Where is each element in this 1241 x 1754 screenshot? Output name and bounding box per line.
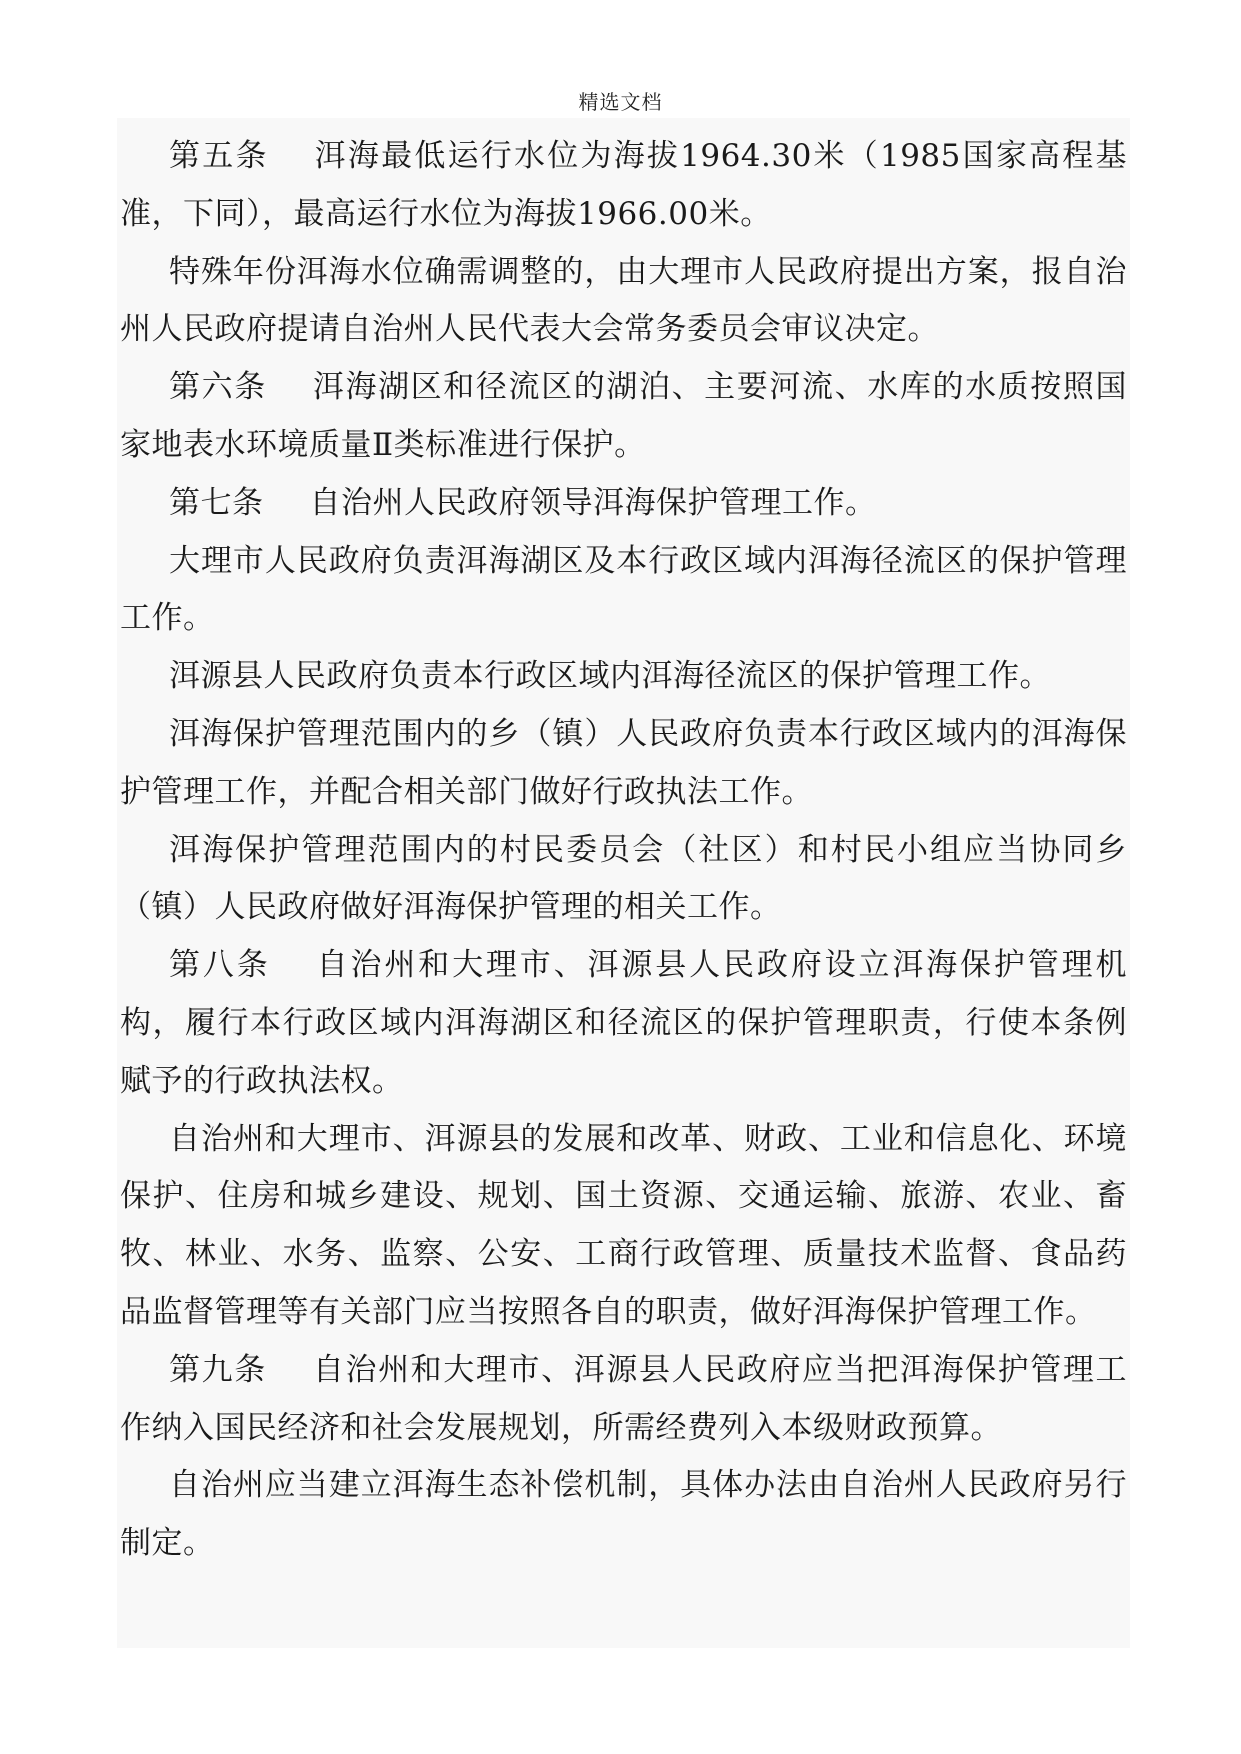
paragraph-text: 洱海最低运行水位为海拔1964.30米（1985国家高程基准，下同），最高运行水位为海拔1966.00米。 bbox=[120, 138, 1127, 232]
paragraph-text: 特殊年份洱海水位确需调整的，由大理市人民政府提出方案，报自治州人民政府提请自治州人民代表大会常务委员会审议决定。 bbox=[120, 253, 1127, 348]
paragraph-article-5 bbox=[120, 128, 1127, 244]
paragraph-text: 自治州人民政府领导洱海保护管理工作。 bbox=[309, 484, 877, 521]
paragraph bbox=[120, 1111, 1127, 1342]
article-number: 第七条 bbox=[169, 484, 264, 521]
paragraph-article-9 bbox=[120, 1342, 1127, 1458]
paragraph-text: 洱海保护管理范围内的村民委员会（社区）和村民小组应当协同乡（镇）人民政府做好洱海保护管理的相关工作。 bbox=[120, 831, 1127, 926]
paragraph bbox=[120, 706, 1127, 822]
paragraph bbox=[120, 244, 1127, 360]
paragraph-text: 自治州和大理市、洱源县的发展和改革、财政、工业和信息化、环境保护、住房和城乡建设、规划、国土资源、交通运输、旅游、农业、畜牧、林业、水务、监察、公安、工商行政管理、质量技术监督、食品药品监督管理等有关部门应当按照各自的职责，做好洱海保护管理工作。 bbox=[120, 1120, 1127, 1330]
page-header: 精选文档 bbox=[578, 90, 663, 114]
paragraph-text: 洱海保护管理范围内的乡（镇）人民政府负责本行政区域内的洱海保护管理工作，并配合相关部门做好行政执法工作。 bbox=[120, 715, 1127, 810]
paragraph bbox=[120, 648, 1127, 706]
paragraph-text: 自治州应当建立洱海生态补偿机制，具体办法由自治州人民政府另行制定。 bbox=[120, 1467, 1127, 1562]
paragraph-text: 洱源县人民政府负责本行政区域内洱海径流区的保护管理工作。 bbox=[169, 658, 1051, 695]
article-number: 第六条 bbox=[169, 369, 267, 406]
paragraph-text: 自治州和大理市、洱源县人民政府设立洱海保护管理机构，履行本行政区域内洱海湖区和径流区的保护管理职责，行使本条例赋予的行政执法权。 bbox=[120, 947, 1128, 1099]
paragraph bbox=[120, 1457, 1127, 1573]
paragraph-article-8 bbox=[120, 937, 1127, 1110]
article-number: 第八条 bbox=[169, 947, 271, 984]
paragraph bbox=[120, 822, 1127, 938]
article-number: 第五条 bbox=[169, 138, 269, 174]
document-body bbox=[117, 118, 1130, 1648]
paragraph-text: 洱海湖区和径流区的湖泊、主要河流、水库的水质按照国家地表水环境质量Ⅱ类标准进行保护。 bbox=[120, 369, 1128, 463]
paragraph bbox=[120, 533, 1127, 649]
paragraph-article-6 bbox=[120, 359, 1127, 475]
paragraph-text: 大理市人民政府负责洱海湖区及本行政区域内洱海径流区的保护管理工作。 bbox=[120, 542, 1127, 637]
paragraph-text: 自治州和大理市、洱源县人民政府应当把洱海保护管理工作纳入国民经济和社会发展规划，所需经费列入本级财政预算。 bbox=[120, 1351, 1128, 1446]
paragraph-article-7 bbox=[120, 475, 1127, 533]
article-number: 第九条 bbox=[169, 1351, 267, 1388]
